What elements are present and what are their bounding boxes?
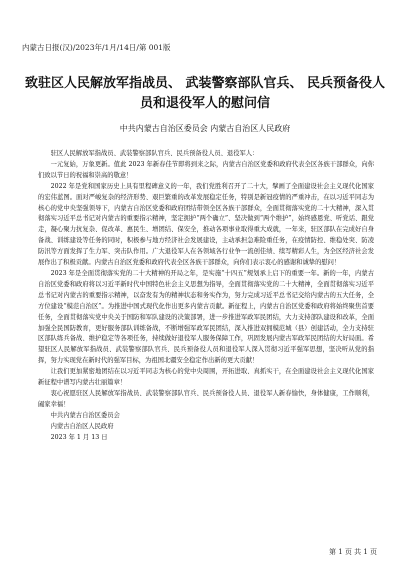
letter-body xyxy=(38,149,374,443)
signature-org-2: 内蒙古自治区人民政府 xyxy=(50,422,114,430)
page-number: 第 1 页 共 1 页 xyxy=(329,548,378,556)
paragraph-3: 2023 年是全面贯彻落实党的二十大精神的开局之年，是实施“十四五”规划承上启下的重要一年。新的一年，内蒙古自治区党委和政府将以习近平新时代中国特色社会主义思想为指导，全面贯彻落实党的二十大精神，全面贯彻落实习近平总书记对内蒙古的重要指示精神，以奋发有为的精神状态和务实作为，努力完成习近平总书记交给内蒙古的五大任务，全方位建设“模范自治区”。为推进中国式现代化作出更多内蒙古贡献。新征程上，内蒙古自治区党委和政府将始终聚焦首要任务，全面贯彻落实党中央关于国防和军队建设的决策部署，进一步推进军政军民团结，大力支持部队建设和改革，全面加强全民国防教育，更好服务部队训练备战，不断增强军政军民团结，深入推进双拥模范城（县）创建活动，全力支持驻区部队练兵备战、维护稳定等各项任务，持续做好退役军人服务保障工作，巩固发展内蒙古军政军民团结的大好局面。希望驻区人民解放军指战员、武装警察部队官兵、民兵预备役人员和退役军人深入贯彻习近平强军思想，坚决听从党的指挥，努力实现党在新时代的强军目标，为祖国北疆安全稳定作出新的更大贡献！ xyxy=(38,269,374,365)
paragraph-1: 一元复始，万象更新。值此 2023 年新春佳节即将到来之际，内蒙古自治区党委和政府代表全区各族干部群众，向你们致以节日的祝福和崇高的敬意！ xyxy=(38,160,374,179)
source-header: 内蒙古日报(汉)/2023年/1月/14日/第 001版 xyxy=(22,43,171,52)
paragraph-2: 2022 年是党和国家历史上具有里程碑意义的一年，我们党胜利召开了二十大，擘画了全面建设社会主义现代化国家的宏伟蓝图。面对严峻复杂的经济形势、艰巨繁重的改革发展稳定任务，特别是新冠疫情的严重冲击，在以习近平同志为核心的党中央坚强领导下，内蒙古自治区党委和政府团结带领全区各族干部群众，全面贯彻落实党的二十大精神，深入贯彻落实习近平总书记对内蒙古的重要指示精神，坚定拥护“两个确立”、坚决做到“两个维护”，始终感恩党、听党话、跟党走，凝心聚力抗复杂、促改革、惠民生、增团结、保安全，推动各项事业取得重大成就，一年来，驻区部队在完成好自身备战、训练建设等任务的同时，积极参与地方经济社会发展建设，主动承担急难险重任务，在疫情防控、维稳处突、防凌防汛等方面发挥了生力军、突击队作用。广大退役军人在各领域各行业争一流创佳绩、续写精彩人生，为全区经济社会发展作出了积极贡献。内蒙古自治区党委和政府代表全区各族干部群众，向你们表示衷心的感谢和诚挚的慰问！ xyxy=(38,182,374,267)
document-title xyxy=(20,74,390,114)
title-line-1: 致驻区人民解放军指战员、 武装警察部队官兵、 民兵预备役人 xyxy=(24,76,386,91)
title-line-2: 员和退役军人的慰问信 xyxy=(139,96,270,111)
document-authors: 中共内蒙古自治区委员会 内蒙古自治区人民政府 xyxy=(119,124,291,133)
salutation: 驻区人民解放军指战员、武装警察部队官兵、民兵预备役人员、退役军人： xyxy=(50,150,259,157)
paragraph-4: 让我们更加紧密地团结在以习近平同志为核心的党中央周围，开拓进取、真抓实干，在全面建设社会主义现代化国家新征程中谱写内蒙古壮丽篇章！ xyxy=(38,368,374,387)
signature-org-1: 中共内蒙古自治区委员会 xyxy=(50,411,120,419)
signature-date: 2023 年 1 月 13 日 xyxy=(50,433,108,441)
paragraph-5: 衷心祝愿驻区人民解放军指战员、武装警察部队官兵、民兵预备役人员、退役军人新春愉快，身体健康，工作顺利，阖家幸福！ xyxy=(38,389,374,408)
